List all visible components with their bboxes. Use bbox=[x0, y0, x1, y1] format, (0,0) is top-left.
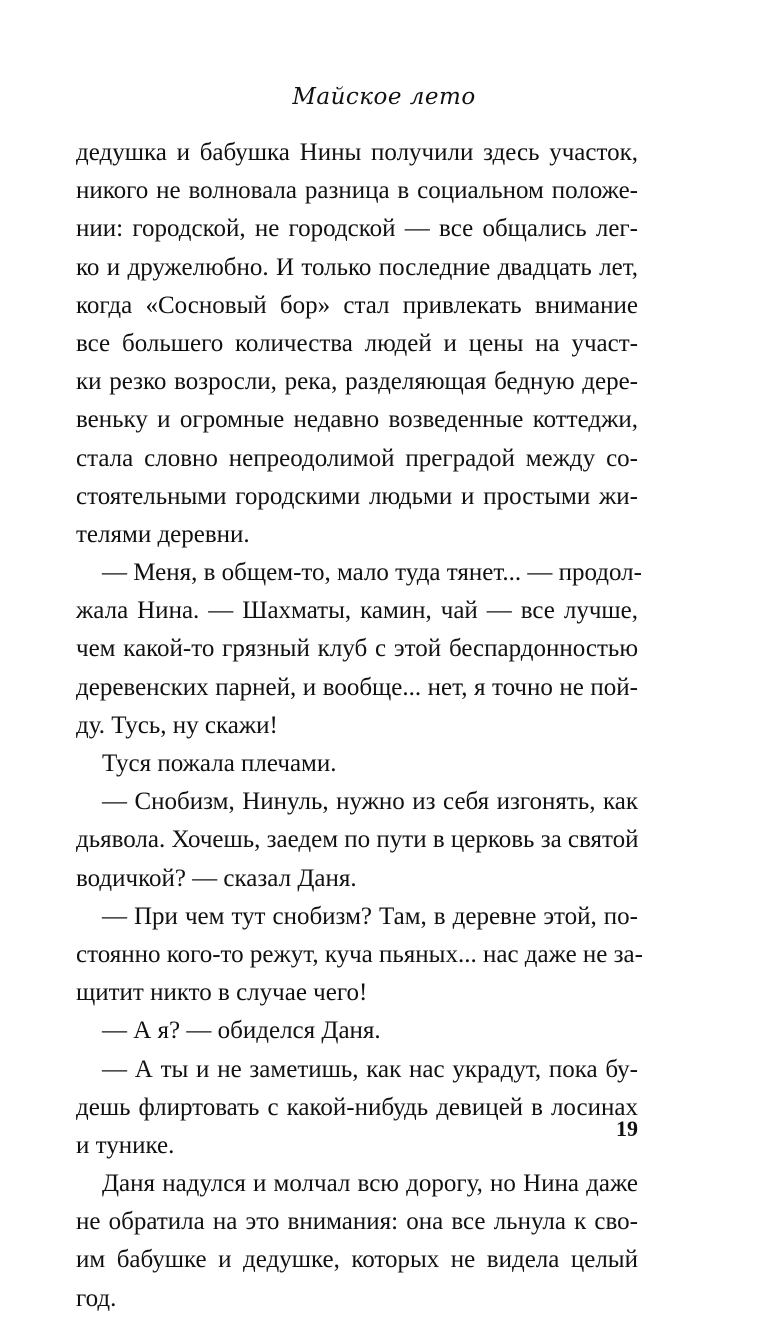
text-line: — А я? — обиделся Даня. bbox=[102, 1017, 381, 1045]
text-line: никого не волновала разница в социальном положе- bbox=[76, 177, 638, 205]
text-line: дьявола. Хочешь, заедем по пути в церковь за святой bbox=[76, 826, 639, 854]
text-line: — Снобизм, Нинуль, нужно из себя изгонять, как bbox=[102, 788, 638, 816]
text-line: веньку и огромные недавно возведенные коттеджи, bbox=[76, 406, 638, 434]
text-line: Туся пожала плечами. bbox=[102, 750, 337, 777]
text-line: дешь флиртовать с какой-нибудь девицей в лосинах bbox=[76, 1093, 638, 1121]
text-line: стоянно кого-то режут, куча пьяных... нас даже не за- bbox=[76, 940, 643, 968]
text-line: Даня надулся и молчал всю дорогу, но Нина даже bbox=[102, 1170, 638, 1198]
text-line: — При чем тут снобизм? Там, в деревне этой, по- bbox=[102, 902, 638, 930]
text-line: ко и дружелюбно. И только последние двадцать лет, bbox=[76, 253, 638, 281]
text-line: ду. Тусь, ну скажи! bbox=[76, 711, 278, 739]
text-line: все большего количества людей и цены на участ- bbox=[76, 329, 638, 357]
text-line: телями деревни. bbox=[76, 520, 250, 548]
text-line: не обратила на это внимания: она все льнула к сво- bbox=[76, 1208, 638, 1236]
text-line: чем какой-то грязный клуб с этой беспардонностью bbox=[76, 635, 638, 663]
text-line: нии: городской, не городской — все общались лег- bbox=[76, 215, 638, 243]
text-line: дедушка и бабушка Нины получили здесь участок, bbox=[76, 139, 638, 166]
text-line: — Меня, в общем-то, мало туда тянет... — продол- bbox=[102, 559, 642, 587]
text-line: и тунике. bbox=[76, 1131, 175, 1159]
text-line: — А ты и не заметишь, как нас украдут, пока бу- bbox=[102, 1055, 638, 1083]
text-line: ки резко возросли, река, разделяющая бедную дере- bbox=[76, 368, 638, 396]
text-line: водичкой? — сказал Даня. bbox=[76, 864, 357, 892]
text-line: им бабушке и дедушке, которых не видела целый bbox=[76, 1246, 638, 1274]
text-line: стала словно непреодолимой преградой между со- bbox=[76, 444, 638, 472]
running-title: Майское лето bbox=[292, 84, 476, 110]
text-line: деревенских парней, и вообще... нет, я точно не пой- bbox=[76, 673, 638, 701]
text-line: когда «Сосновый бор» стал привлекать внимание bbox=[76, 291, 638, 319]
body-text bbox=[76, 134, 643, 1318]
text-line: год. bbox=[76, 1284, 117, 1312]
page-number: 19 bbox=[616, 1116, 638, 1141]
text-line: стоятельными городскими людьми и простыми жи- bbox=[76, 482, 638, 510]
text-line: щитит никто в случае чего! bbox=[76, 979, 368, 1007]
text-line: жала Нина. — Шахматы, камин, чай — все лучше, bbox=[76, 597, 638, 625]
